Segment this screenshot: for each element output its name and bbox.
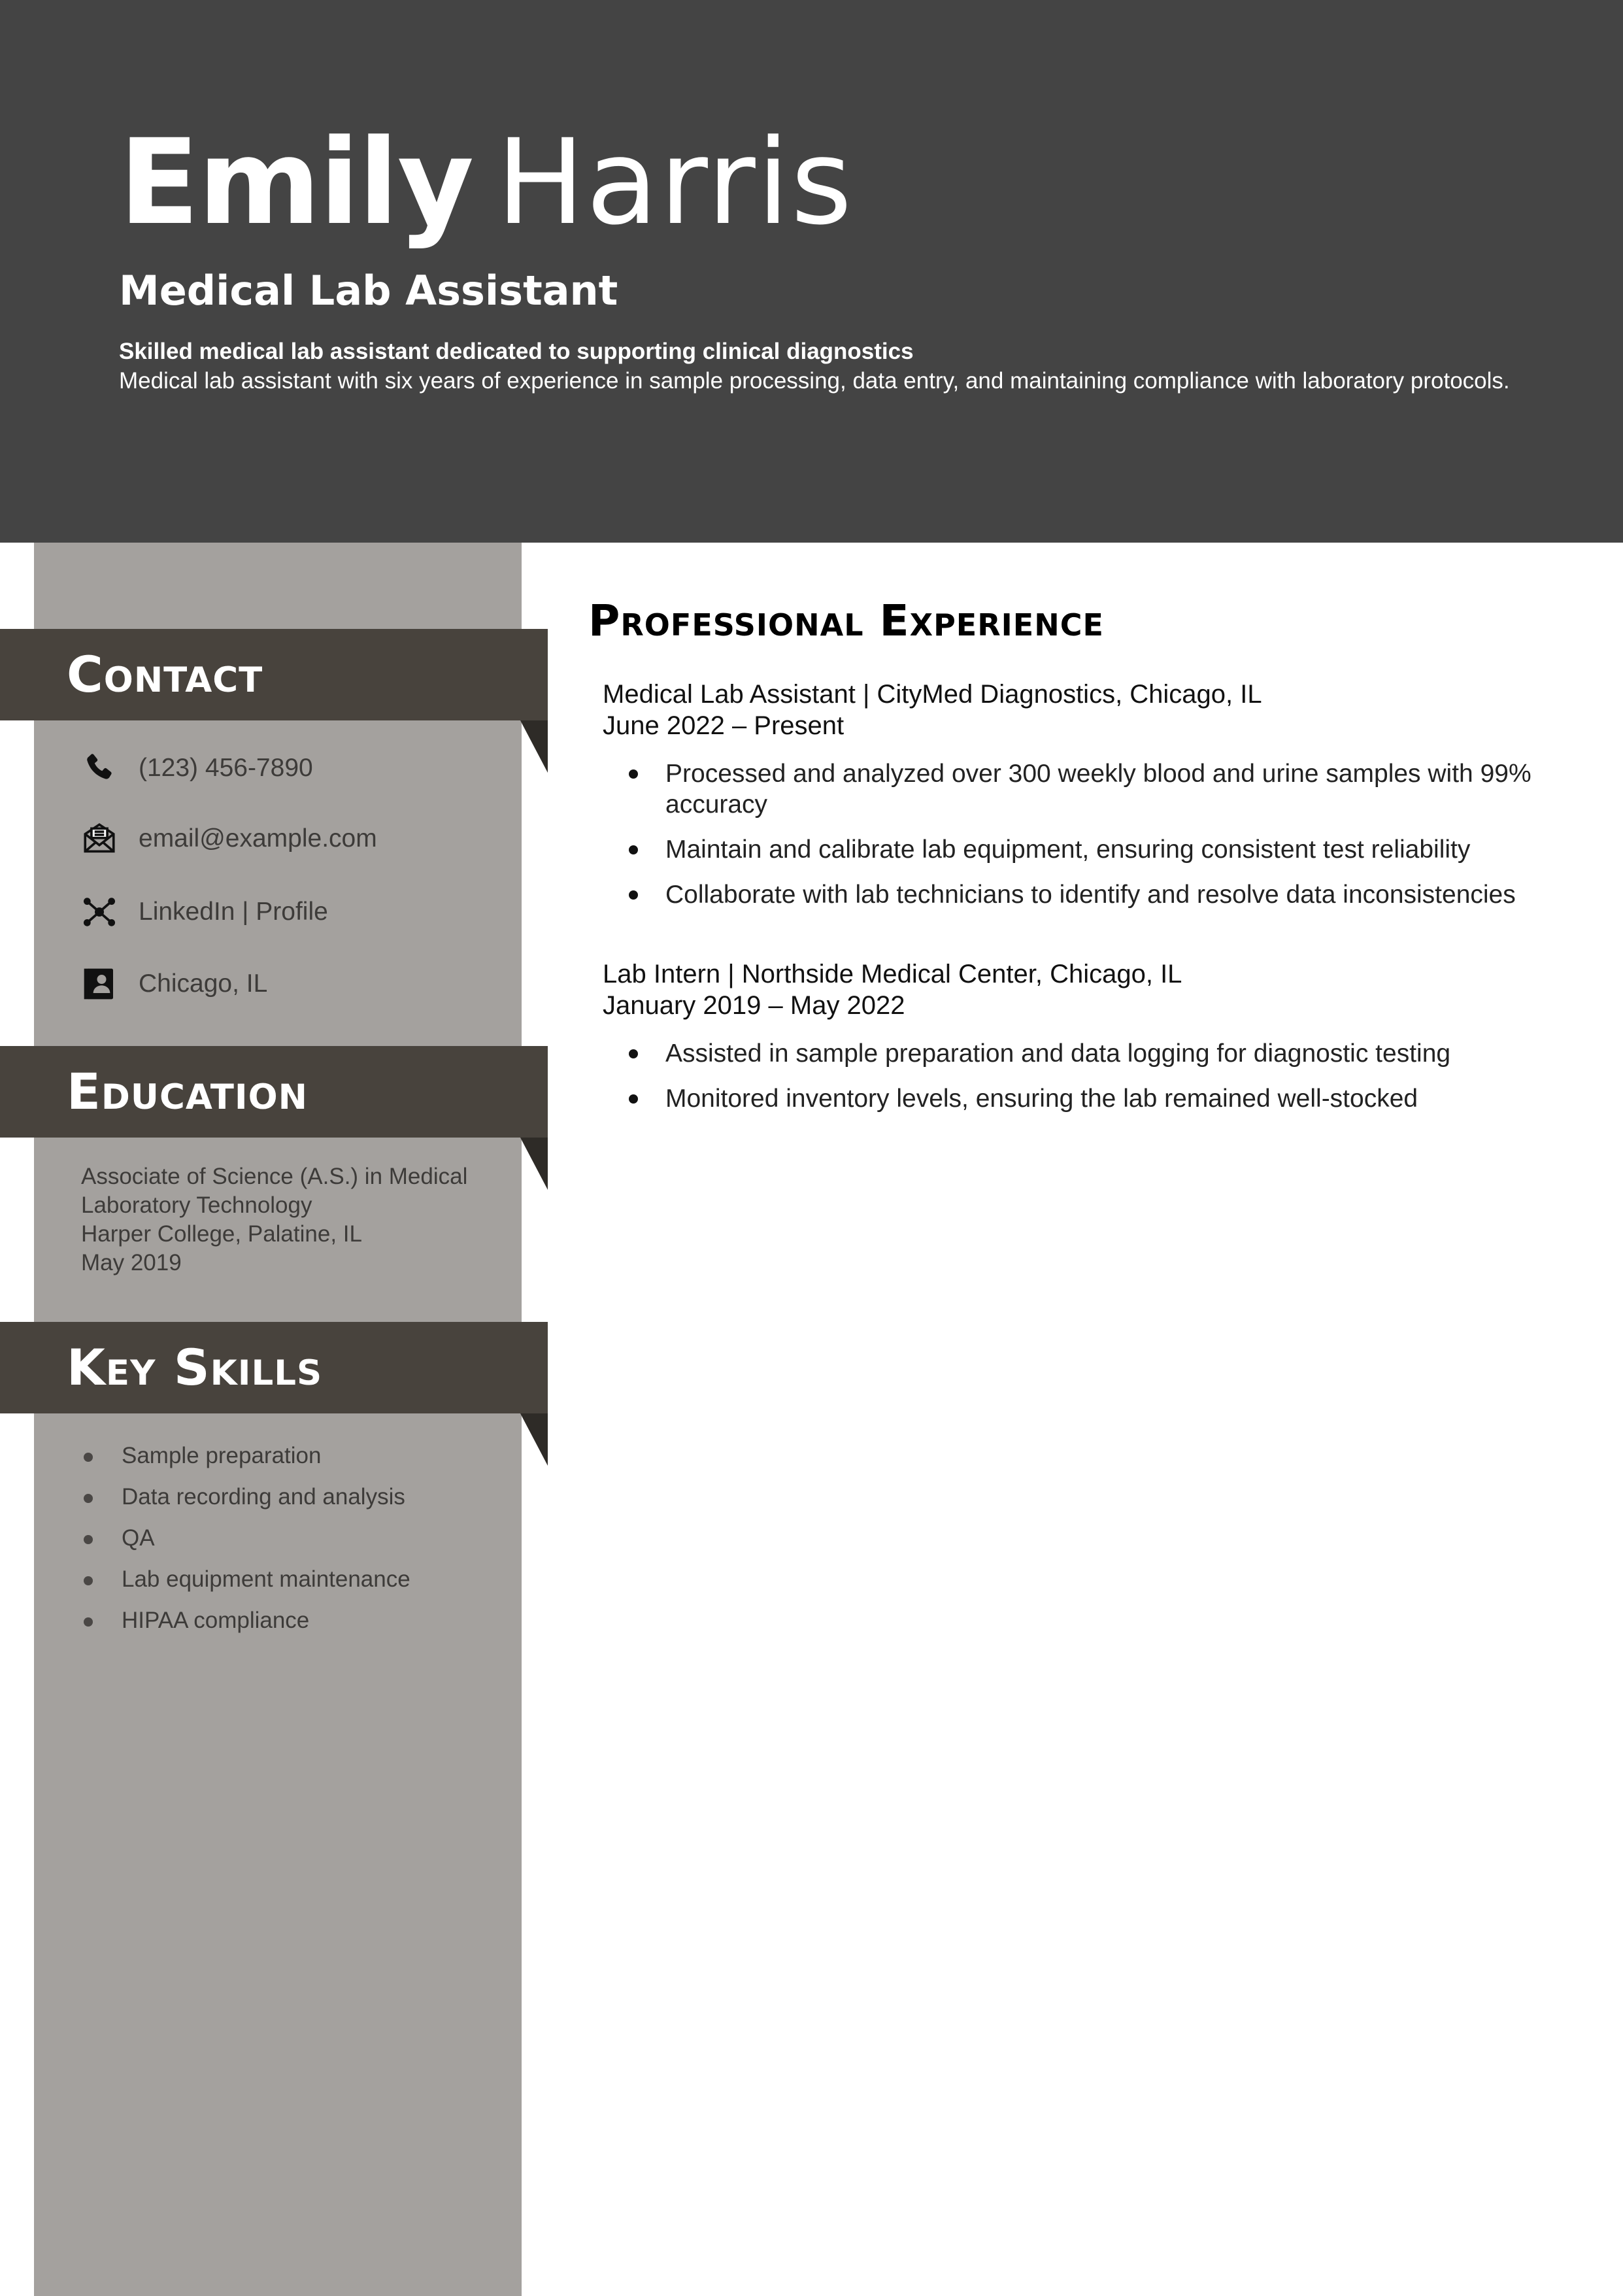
list-item: Sample preparation bbox=[81, 1435, 410, 1476]
experience-section-title: Professional Experience bbox=[588, 596, 1104, 646]
contact-phone-text[interactable]: (123) 456-7890 bbox=[139, 754, 313, 782]
contact-email-text[interactable]: email@example.com bbox=[139, 824, 377, 853]
degree-line: Associate of Science (A.S.) in Medical bbox=[81, 1164, 468, 1189]
band-fold bbox=[520, 1413, 548, 1466]
contact-location-text: Chicago, IL bbox=[139, 970, 268, 998]
summary-heading: Skilled medical lab assistant dedicated to supporting clinical diagnostics bbox=[119, 339, 914, 364]
band-fold bbox=[520, 720, 548, 773]
contact-linkedin-text[interactable]: LinkedIn | Profile bbox=[139, 898, 328, 926]
list-item: Assisted in sample preparation and data logging for diagnostic testing bbox=[603, 1038, 1583, 1069]
last-name: Harris bbox=[496, 114, 854, 251]
summary bbox=[119, 337, 1524, 396]
school: Harper College, Palatine, IL bbox=[81, 1221, 362, 1247]
education-entry bbox=[81, 1162, 512, 1277]
band-fold bbox=[520, 1138, 548, 1190]
job-bullets bbox=[603, 1038, 1583, 1114]
education-section-title: Education bbox=[67, 1062, 309, 1121]
degree-line: Laboratory Technology bbox=[81, 1192, 312, 1218]
contact-section-title: Contact bbox=[67, 645, 263, 703]
skills-section-band bbox=[0, 1322, 548, 1413]
sidebar bbox=[34, 543, 522, 2296]
skills-section-title: Key Skills bbox=[67, 1338, 323, 1396]
resume-header bbox=[0, 0, 1623, 543]
job-heading: Medical Lab Assistant | CityMed Diagnostics, Chicago, IL bbox=[603, 680, 1262, 709]
job-heading: Lab Intern | Northside Medical Center, Chicago, IL bbox=[603, 960, 1182, 988]
summary-text: Medical lab assistant with six years of experience in sample processing, data entry, and maintaining compliance with laboratory protocols. bbox=[119, 368, 1510, 394]
list-item: Data recording and analysis bbox=[81, 1476, 410, 1517]
job-dates: June 2022 – Present bbox=[603, 711, 845, 740]
list-item: Processed and analyzed over 300 weekly blood and urine samples with 99% accuracy bbox=[603, 758, 1583, 820]
skills-list bbox=[81, 1435, 410, 1641]
education-section-band bbox=[0, 1046, 548, 1138]
first-name: Emily bbox=[119, 114, 473, 251]
job-dates: January 2019 – May 2022 bbox=[603, 991, 905, 1020]
contact-email bbox=[80, 816, 377, 862]
job-entry bbox=[603, 679, 1583, 924]
list-item: QA bbox=[81, 1517, 410, 1559]
job-entry bbox=[603, 958, 1583, 1128]
graduation-date: May 2019 bbox=[81, 1250, 182, 1275]
list-item: Maintain and calibrate lab equipment, ensuring consistent test reliability bbox=[603, 834, 1583, 865]
list-item: Collaborate with lab technicians to identify and resolve data inconsistencies bbox=[603, 879, 1583, 910]
contact-phone bbox=[80, 745, 313, 791]
list-item: Lab equipment maintenance bbox=[81, 1559, 410, 1600]
contact-linkedin bbox=[80, 889, 328, 935]
linkedin-network-icon bbox=[80, 892, 119, 932]
contact-location bbox=[80, 961, 267, 1007]
list-item: HIPAA compliance bbox=[81, 1600, 410, 1641]
job-bullets bbox=[603, 758, 1583, 910]
contact-section-band bbox=[0, 629, 548, 720]
address-book-icon bbox=[80, 964, 119, 1004]
phone-icon bbox=[80, 749, 119, 788]
candidate-name bbox=[119, 114, 854, 251]
job-title: Medical Lab Assistant bbox=[119, 267, 618, 314]
list-item: Monitored inventory levels, ensuring the lab remained well-stocked bbox=[603, 1083, 1583, 1114]
envelope-icon bbox=[80, 819, 119, 858]
